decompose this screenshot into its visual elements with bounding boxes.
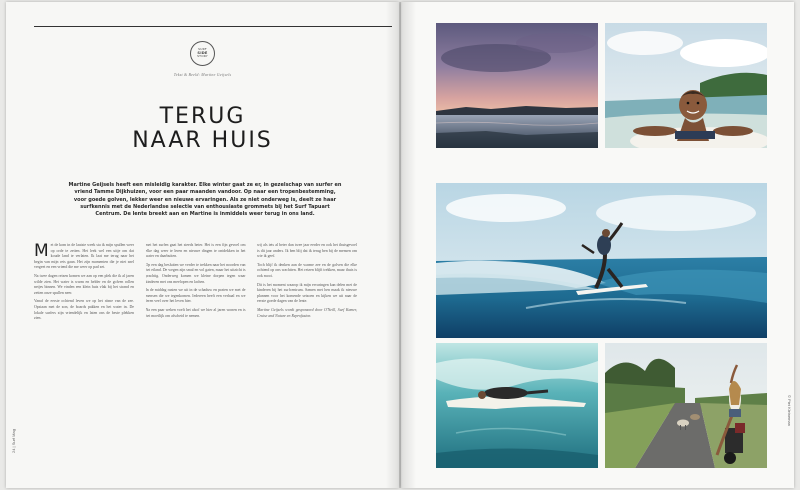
- sponsor-note: [257, 308, 357, 319]
- drop-cap: M: [34, 243, 49, 261]
- magazine-logo: [190, 41, 215, 66]
- photo-credit-text: © Piet Kleineman: [787, 395, 792, 426]
- paragraph: Na een paar weken voelt het alsof we hier al jaren wonen en is het moeilijk om afscheid te nemen.: [145, 307, 246, 318]
- article-intro: Martine Geijsels heeft een misleidig karakter. Elke winter gaat ze er, in gezelschap van surfer en vriend Tamme Dijkhuizen, voor een paar maanden vandoor. Op naar een tropenbestemming, voor goede golven, lekker weer en nieuwe ervaringen. Als ze niet onderweg is, deelt ze haar surfkennis met de Nederlandse selectie van enthousiaste grommets bij het Surf Tapuart Centrum. De lente breekt aan en Martine is inmiddels weer terug in ons land.: [68, 182, 342, 218]
- article-body: [34, 243, 357, 449]
- article-title: [120, 105, 285, 153]
- title-line-2: NAAR HUIS: [132, 128, 273, 153]
- logo-line-3: STORY: [197, 54, 208, 59]
- body-column-2: [146, 243, 246, 449]
- folio-left-text: 24 | Surf Mag: [11, 429, 16, 453]
- top-rule: [34, 26, 392, 27]
- paragraph: met het surfen gaat het steeds beter. Het is een fijn gevoel om elke dag weer te leren en nieuwe dingen te ontdekken in het water en daarbuiten.: [145, 243, 246, 259]
- sunset-lagoon-photo: [436, 23, 598, 148]
- boy-on-surfboard-photo: [605, 23, 767, 148]
- paragraph: In de middag rusten we uit in de schaduw en praten we met de mensen die we tegenkomen. Iedereen heeft een verhaal en we leren veel over het leven hier.: [145, 288, 246, 304]
- body-column-3: [257, 243, 357, 449]
- paragraph: Dit is het moment waarop ik mijn ervaringen kan delen met de kinderen bij het surfcentrum. Samen met hen maak ik nieuwe plannen voor het komende seizoen en kijken we uit naar de eerste goede dagen van de lente.: [257, 282, 357, 304]
- sponsor-text: Martine Geijsels wordt gesponsord door O'Neill, Surf Kamer, Cruise and Nature en Reprofusion.: [257, 307, 357, 318]
- paragraph: Toch blijf ik denken aan de warme zee en de golven die elke ochtend op ons wachtten. Het reizen blijft trekken, maar thuis is ook mooi.: [257, 262, 357, 278]
- title-line-1: TERUG: [159, 104, 246, 129]
- paragraph: Op een dag besluiten we verder te trekken naar het noorden van het eiland. De wegen zijn smal en vol gaten, maar het uitzicht is prachtig. Onderweg komen we kleine dorpen tegen waar kinderen met ons meelopen en lachen.: [145, 262, 246, 284]
- surfer-riding-wave-photo: [436, 183, 767, 338]
- article-byline: Tekst & Beeld: Martine Geijsels: [173, 72, 232, 77]
- underwater-duck-dive-photo: [436, 343, 598, 468]
- roadside-scooter-photo: [605, 343, 767, 468]
- logo-line-2: SIDE: [197, 50, 208, 55]
- paragraph: et de kom in de laatste week sta ik mijn spullen weer op orde te zetten. Het leek wel een uitje om dat koude land te verlaten. Ik laat me terug naar het begin van mijn reis gaan. Het zijn momenten die je niet snel vergeet en een vriend die me weer op pad zet.: [34, 243, 134, 270]
- body-column-1: [34, 243, 134, 449]
- photo-credit: [783, 395, 793, 455]
- page-folio-left: [10, 393, 20, 453]
- paragraph: Vanaf de eerste ochtend leven we op het ritme van de zee. Opstaan met de zon, de boards pakken en het water in. De lokale surfers zijn vriendelijk en laten ons de beste plekken zien.: [34, 299, 134, 321]
- paragraph: wij als iets al beter dan twee jaar eerder en ook het thuisgevoel is dit jaar anders. Ik ben blij dat ik terug ben bij de mensen om wie ik geef.: [257, 243, 357, 259]
- paragraph: Na twee dagen reizen komen we aan op een plek die ik al jaren wilde zien. Het water is warm en helder en de golven rollen netjes binnen. We vinden een klein huis vlak bij het strand en zetten onze spullen neer.: [34, 273, 134, 295]
- logo-line-1: SURF: [198, 47, 207, 52]
